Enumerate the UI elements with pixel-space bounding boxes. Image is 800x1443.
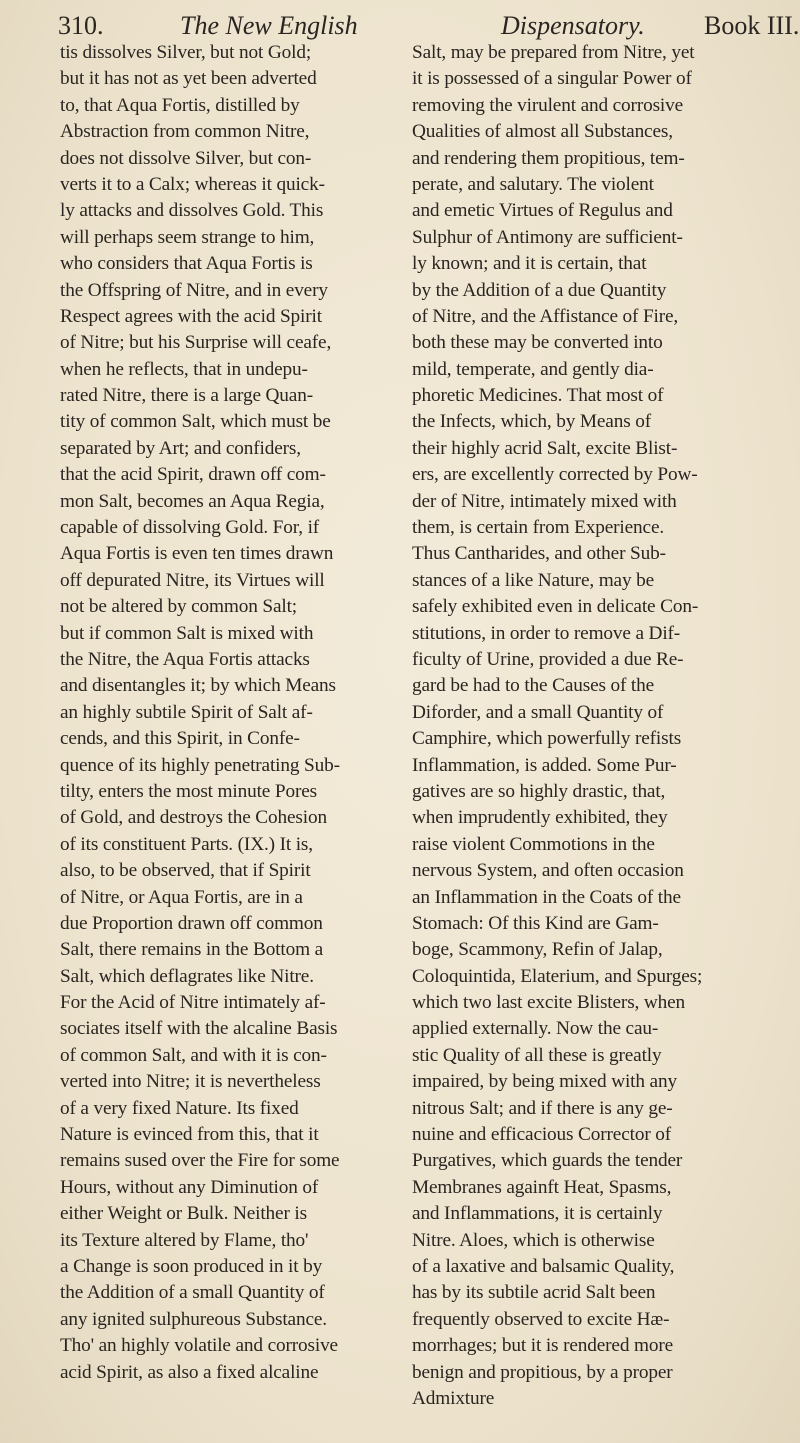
text-line: sociates itself with the alcaline Basis (60, 1018, 338, 1040)
text-line: ers, are excellently corrected by Pow- (412, 464, 698, 486)
text-line: Tho' an highly volatile and corrosive (60, 1335, 338, 1357)
text-line: Qualities of almost all Substances, (412, 121, 673, 143)
text-line: Camphire, which powerfully refists (412, 728, 682, 750)
text-line: not be altered by common Salt; (60, 596, 297, 618)
text-line: Salt, may be prepared from Nitre, yet (412, 42, 695, 63)
text-line: ly attacks and dissolves Gold. This (60, 200, 324, 222)
text-line: of common Salt, and with it is con- (60, 1044, 327, 1066)
text-line: gatives are so highly drastic, that, (412, 780, 666, 802)
text-line: Admixture (412, 1387, 495, 1409)
text-line: tilty, enters the most minute Pores (60, 780, 317, 802)
book-title: The New English (180, 11, 358, 40)
text-line: acid Spirit, as also a fixed alcaline (60, 1361, 319, 1383)
text-line: the Infects, which, by Means of (412, 411, 651, 433)
text-line: an Inflammation in the Coats of the (412, 886, 681, 908)
text-line: phoretic Medicines. That most of (412, 385, 664, 407)
text-line: boge, Scammony, Refin of Jalap, (412, 939, 663, 961)
text-line: safely exhibited even in delicate Con- (412, 596, 699, 618)
text-line: impaired, by being mixed with any (412, 1071, 677, 1093)
text-line: Thus Cantharides, and other Sub- (412, 543, 666, 565)
text-line: does not dissolve Silver, but con- (60, 147, 312, 169)
text-line: Aqua Fortis is even ten times drawn (60, 543, 334, 565)
text-line: ly known; and it is certain, that (412, 253, 647, 275)
text-line: but if common Salt is mixed with (60, 622, 314, 644)
text-line: nuine and efficacious Corrector of (412, 1124, 672, 1146)
text-line: when imprudently exhibited, they (412, 807, 668, 829)
text-line: remains sused over the Fire for some (60, 1150, 340, 1172)
text-line: removing the virulent and corrosive (412, 94, 684, 116)
text-line: the Offspring of Nitre, and in every (60, 279, 328, 301)
text-line: capable of dissolving Gold. For, if (60, 517, 320, 539)
text-line: of Gold, and destroys the Cohesion (60, 807, 327, 829)
text-line: their highly acrid Salt, excite Blist- (412, 437, 678, 459)
text-line: which two last excite Blisters, when (412, 992, 686, 1014)
text-line: nitrous Salt; and if there is any ge- (412, 1097, 673, 1119)
text-line: and emetic Virtues of Regulus and (412, 200, 673, 222)
text-line: mild, temperate, and gently dia- (412, 358, 654, 380)
text-line: and disentangles it; by which Means (60, 675, 336, 697)
text-line: benign and propitious, by a proper (412, 1361, 673, 1383)
text-line: its Texture altered by Flame, tho' (60, 1229, 309, 1251)
text-line: has by its subtile acrid Salt been (412, 1282, 656, 1304)
text-line: applied externally. Now the cau- (412, 1018, 659, 1040)
text-line: Diforder, and a small Quantity of (412, 701, 664, 723)
text-line: the Addition of a small Quantity of (60, 1282, 325, 1304)
text-line: will perhaps seem strange to him, (60, 226, 315, 248)
text-line: Purgatives, which guards the tender (412, 1150, 683, 1172)
text-line: perate, and salutary. The violent (412, 173, 654, 195)
text-line: to, that Aqua Fortis, distilled by (60, 94, 300, 116)
text-line: quence of its highly penetrating Sub- (60, 754, 340, 776)
text-line: any ignited sulphureous Substance. (60, 1308, 327, 1330)
text-line: due Proportion drawn off common (60, 912, 323, 934)
left-text-column (60, 40, 398, 1386)
text-line: Hours, without any Diminution of (60, 1176, 319, 1198)
text-line: verted into Nitre; it is nevertheless (60, 1071, 321, 1093)
text-line: verts it to a Calx; whereas it quick- (60, 173, 325, 195)
text-line: Salt, there remains in the Bottom a (60, 939, 324, 961)
text-line: Nature is evinced from this, that it (60, 1124, 319, 1146)
text-line: rated Nitre, there is a large Quan- (60, 385, 313, 407)
text-line: that the acid Spirit, drawn off com- (60, 464, 326, 486)
text-line: of a very fixed Nature. Its fixed (60, 1097, 299, 1119)
running-title: Dispensatory. (501, 11, 645, 40)
text-line: tis dissolves Silver, but not Gold; (60, 42, 312, 63)
text-line: tity of common Salt, which must be (60, 411, 331, 433)
text-line: who considers that Aqua Fortis is (60, 253, 313, 275)
text-line: Salt, which deflagrates like Nitre. (60, 965, 314, 987)
page-number: 310. (58, 11, 104, 40)
text-line: both these may be converted into (412, 332, 663, 354)
text-line: Coloquintida, Elaterium, and Spurges; (412, 965, 703, 987)
text-line: Membranes againft Heat, Spasms, (412, 1176, 672, 1198)
text-line: also, to be observed, that if Spirit (60, 860, 311, 882)
text-line: Nitre. Aloes, which is otherwise (412, 1229, 655, 1251)
book-section: Book III. (704, 11, 800, 40)
text-line: of Nitre, or Aqua Fortis, are in a (60, 886, 303, 908)
text-line: the Nitre, the Aqua Fortis attacks (60, 648, 310, 670)
text-line: stances of a like Nature, may be (412, 569, 655, 591)
text-line: stic Quality of all these is greatly (412, 1044, 662, 1066)
text-line: mon Salt, becomes an Aqua Regia, (60, 490, 325, 512)
text-line: of Nitre; but his Surprise will ceafe, (60, 332, 332, 354)
text-line: and Inflammations, it is certainly (412, 1203, 663, 1225)
text-line: morrhages; but it is rendered more (412, 1335, 674, 1357)
text-line: For the Acid of Nitre intimately af- (60, 992, 326, 1014)
text-line: either Weight or Bulk. Neither is (60, 1203, 307, 1225)
text-line: frequently observed to excite Hæ- (412, 1308, 670, 1330)
text-line: of its constituent Parts. (IX.) It is, (60, 833, 313, 855)
text-line: cends, and this Spirit, in Confe- (60, 728, 300, 750)
text-line: ficulty of Urine, provided a due Re- (412, 648, 684, 670)
text-line: der of Nitre, intimately mixed with (412, 490, 677, 512)
text-line: Abstraction from common Nitre, (60, 121, 310, 143)
text-line: raise violent Commotions in the (412, 833, 655, 855)
text-line: an highly subtile Spirit of Salt af- (60, 701, 313, 723)
text-line: nervous System, and often occasion (412, 860, 684, 882)
text-line: stitutions, in order to remove a Dif- (412, 622, 681, 644)
text-line: Respect agrees with the acid Spirit (60, 305, 322, 327)
text-line: by the Addition of a due Quantity (412, 279, 667, 301)
right-text-column (412, 40, 788, 1412)
text-line: of a laxative and balsamic Quality, (412, 1255, 675, 1277)
text-line: of Nitre, and the Affistance of Fire, (412, 305, 679, 327)
text-line: separated by Art; and confiders, (60, 437, 301, 459)
text-line: them, is certain from Experience. (412, 517, 665, 539)
text-line: when he reflects, that in undepu- (60, 358, 308, 380)
text-line: gard be had to the Causes of the (412, 675, 655, 697)
text-line: and rendering them propitious, tem- (412, 147, 685, 169)
text-line: off depurated Nitre, its Virtues will (60, 569, 325, 591)
text-line: Sulphur of Antimony are sufficient- (412, 226, 683, 248)
text-line: it is possessed of a singular Power of (412, 68, 692, 90)
text-line: but it has not as yet been adverted (60, 68, 317, 90)
text-line: Inflammation, is added. Some Pur- (412, 754, 677, 776)
text-line: a Change is soon produced in it by (60, 1255, 323, 1277)
text-line: Stomach: Of this Kind are Gam- (412, 912, 659, 934)
